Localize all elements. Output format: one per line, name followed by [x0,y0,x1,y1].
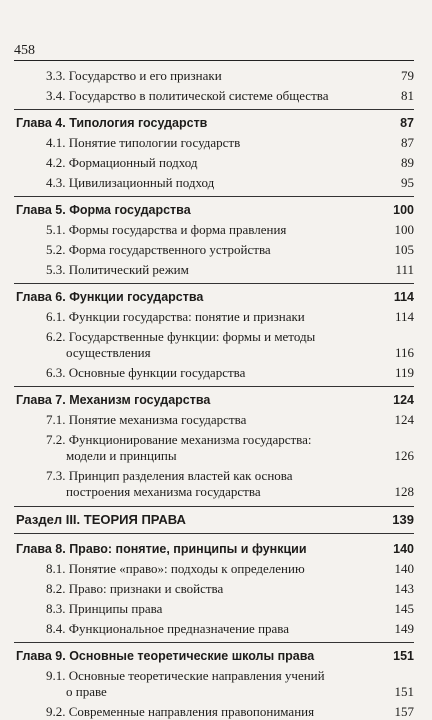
toc-page-number: 139 [392,512,414,527]
toc-entry-number: 4.3. [46,175,66,190]
toc-entry-title: Государство в политической системе общества [68,88,329,103]
toc-entry-title: Формационный подход [68,155,198,170]
toc-entry-number: 3.3. [46,68,66,83]
toc-page-number: 81 [401,88,414,103]
toc-entry-title: Государство и его признаки [68,68,222,83]
toc-entry-number: 5.1. [46,222,66,237]
toc-section-entry [14,581,414,597]
toc-section-entry [14,601,414,617]
toc-entry-title: Глава 4. Типология государств [16,116,208,130]
toc-entry-title: Функционирование механизма государства: [68,432,312,447]
toc-chapter-entry [14,642,414,664]
toc-entry-number: 8.1. [46,561,66,576]
toc-entry-number: 7.3. [46,468,66,483]
toc-section-entry [14,365,414,381]
toc-entry-number: 3.4. [46,88,66,103]
toc-entry-title: Государственные функции: формы и методы [68,329,316,344]
toc-page-number: 157 [394,704,414,719]
toc-section-entry [14,175,414,191]
toc-entry-title: Понятие «право»: подходы к определению [68,561,305,576]
toc-page-number: 114 [393,290,414,304]
header-rule [14,60,414,61]
toc-entry-title: Основные теоретические направления учений [68,668,325,683]
toc-page-number: 114 [394,309,414,324]
toc-entry-number: 8.2. [46,581,66,596]
toc-section-entry [14,155,414,171]
toc-entry-title: Глава 7. Механизм государства [16,393,211,407]
toc-section-entry [14,88,414,104]
toc-entry-title: построения механизма государства [66,484,261,499]
toc-entry-number: 7.2. [46,432,66,447]
toc-page-number: 140 [394,561,414,576]
toc-entry-number: 4.2. [46,155,66,170]
toc-page-number: 105 [394,242,414,257]
toc-entry-title: Политический режим [68,262,189,277]
toc-entry-title: Современные направления правопонимания [68,704,315,719]
toc-entry-number: 5.2. [46,242,66,257]
toc-entry-title: Принцип разделения властей как основа [68,468,293,483]
toc-page-number: 100 [393,203,414,217]
toc-section-entry [14,222,414,238]
toc-chapter-entry [14,386,414,408]
toc-page-number: 87 [401,135,414,150]
toc-entry-number: 9.2. [46,704,66,719]
toc-page-number: 124 [394,412,414,427]
toc-section-entry [14,468,414,500]
toc-chapter-entry [14,536,414,557]
toc-entry-title: Функциональное предназначение права [68,621,290,636]
toc-page-number: 149 [394,621,414,636]
toc-page-number: 111 [395,262,414,277]
page-number: 458 [14,43,35,58]
toc-page-number: 128 [394,484,414,499]
toc-section-entry [14,561,414,577]
toc-entry-title: Принципы права [68,601,163,616]
toc-entry-title: Основные функции государства [68,365,246,380]
toc-section-entry [14,135,414,151]
toc-section-entry [14,329,414,361]
toc-page-number: 116 [394,345,414,360]
toc-page-number: 145 [394,601,414,616]
toc-page-number: 151 [393,649,414,663]
toc-entry-title: Раздел III. ТЕОРИЯ ПРАВА [16,512,186,527]
toc-chapter-entry [14,196,414,218]
toc-entry-number: 6.1. [46,309,66,324]
toc-page-number: 89 [401,155,414,170]
toc-section-entry [14,668,414,700]
toc-entry-title: Глава 8. Право: понятие, принципы и функции [16,542,307,556]
toc-section-entry [14,242,414,258]
toc-entry-title: осуществления [66,345,151,360]
toc-section-entry [14,412,414,428]
toc-page-number: 95 [401,175,414,190]
toc-entry-number: 6.3. [46,365,66,380]
table-of-contents [14,64,414,720]
toc-entry-number: 9.1. [46,668,66,683]
toc-entry-number: 8.3. [46,601,66,616]
toc-page-number: 140 [393,542,414,556]
toc-section-entry [14,621,414,637]
toc-part-entry [14,506,414,534]
toc-entry-title: Форма государственного устройства [68,242,271,257]
toc-chapter-entry [14,109,414,131]
toc-entry-title: Глава 5. Форма государства [16,203,191,217]
toc-page-number: 126 [394,448,414,463]
toc-page-number: 143 [394,581,414,596]
toc-entry-title: Формы государства и форма правления [68,222,287,237]
toc-entry-number: 4.1. [46,135,66,150]
toc-entry-title: Глава 6. Функции государства [16,290,204,304]
toc-page-number: 100 [394,222,414,237]
toc-page-number: 87 [400,116,414,130]
toc-entry-number: 5.3. [46,262,66,277]
toc-entry-title: Функции государства: понятие и признаки [68,309,305,324]
toc-section-entry [14,432,414,464]
toc-entry-title: Право: признаки и свойства [68,581,224,596]
toc-entry-title: Понятие механизма государства [68,412,247,427]
toc-page-number: 151 [394,684,414,699]
toc-entry-number: 7.1. [46,412,66,427]
toc-section-entry [14,262,414,278]
toc-entry-number: 8.4. [46,621,66,636]
toc-entry-title: модели и принципы [66,448,177,463]
toc-entry-number: 6.2. [46,329,66,344]
toc-entry-title: Понятие типологии государств [68,135,241,150]
toc-section-entry [14,704,414,720]
toc-page-number: 79 [401,68,414,83]
toc-chapter-entry [14,283,414,305]
toc-entry-title: Цивилизационный подход [68,175,215,190]
toc-section-entry [14,68,414,84]
toc-section-entry [14,309,414,325]
toc-entry-title: Глава 9. Основные теоретические школы права [16,649,315,663]
toc-entry-title: о праве [66,684,107,699]
toc-page-number: 119 [394,365,414,380]
toc-page-number: 124 [393,393,414,407]
